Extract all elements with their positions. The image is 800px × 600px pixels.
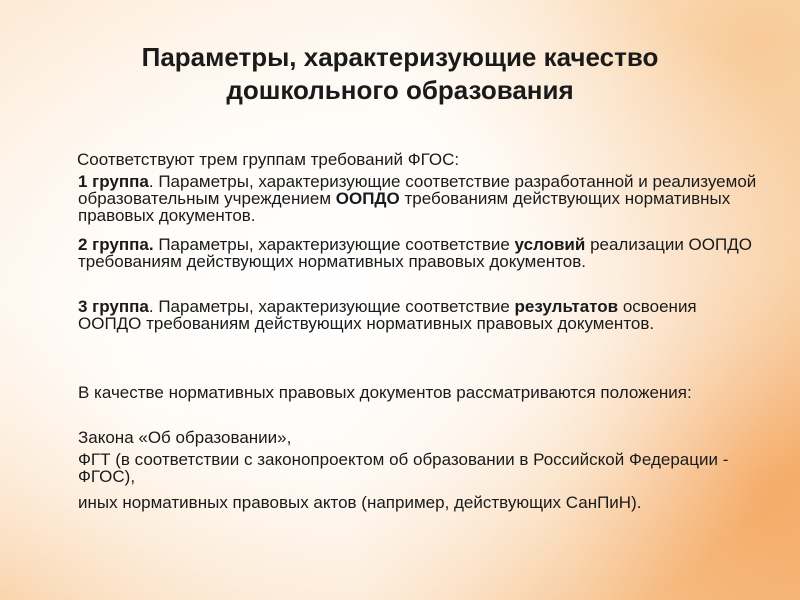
group-3-text-after: освоения ООПДО требованиям действующих нормативных правовых документов. [78,297,697,333]
slide-title [40,41,760,107]
group-2-text-after: реализации ООПДО требованиям действующих нормативных правовых документов. [78,235,752,271]
normative-intro-paragraph: В качестве нормативных правовых документов рассматриваются положения: [78,383,692,402]
group-3-bold-term: результатов [514,297,619,316]
group-3-text-before: . Параметры, характеризующие соответствие [148,297,515,316]
group-1-paragraph [78,173,758,224]
group-2-label: 2 группа. [78,235,154,254]
intro-paragraph: Соответствуют трем группам требований ФГОС: [77,150,460,169]
group-2-paragraph [78,236,758,270]
group-1-label: 1 группа [78,172,149,191]
slide-title-line-1: Параметры, характеризующие качество [141,42,659,72]
normative-item-fgt: ФГТ (в соответствии с законопроектом об образовании в Российской Федерации - ФГОС), [78,450,729,486]
group-1-text-after: требованиям действующих нормативных правовых документов. [78,189,731,225]
group-2-bold-term: условий [514,235,586,254]
normative-item-other-acts: иных нормативных правовых актов (например, действующих СанПиН). [78,493,642,512]
group-3-label: 3 группа [78,297,149,316]
group-2-text-before: Параметры, характеризующие соответствие [153,235,515,254]
group-3-paragraph [78,298,758,332]
normative-item-law: Закона «Об образовании», [78,428,292,447]
group-1-bold-term: ООПДО [335,189,400,208]
group-1-text-before: . Параметры, характеризующие соответствие разработанной и реализуемой образовательным учреждением [78,172,757,208]
slide-title-line-2: дошкольного образования [226,75,574,105]
